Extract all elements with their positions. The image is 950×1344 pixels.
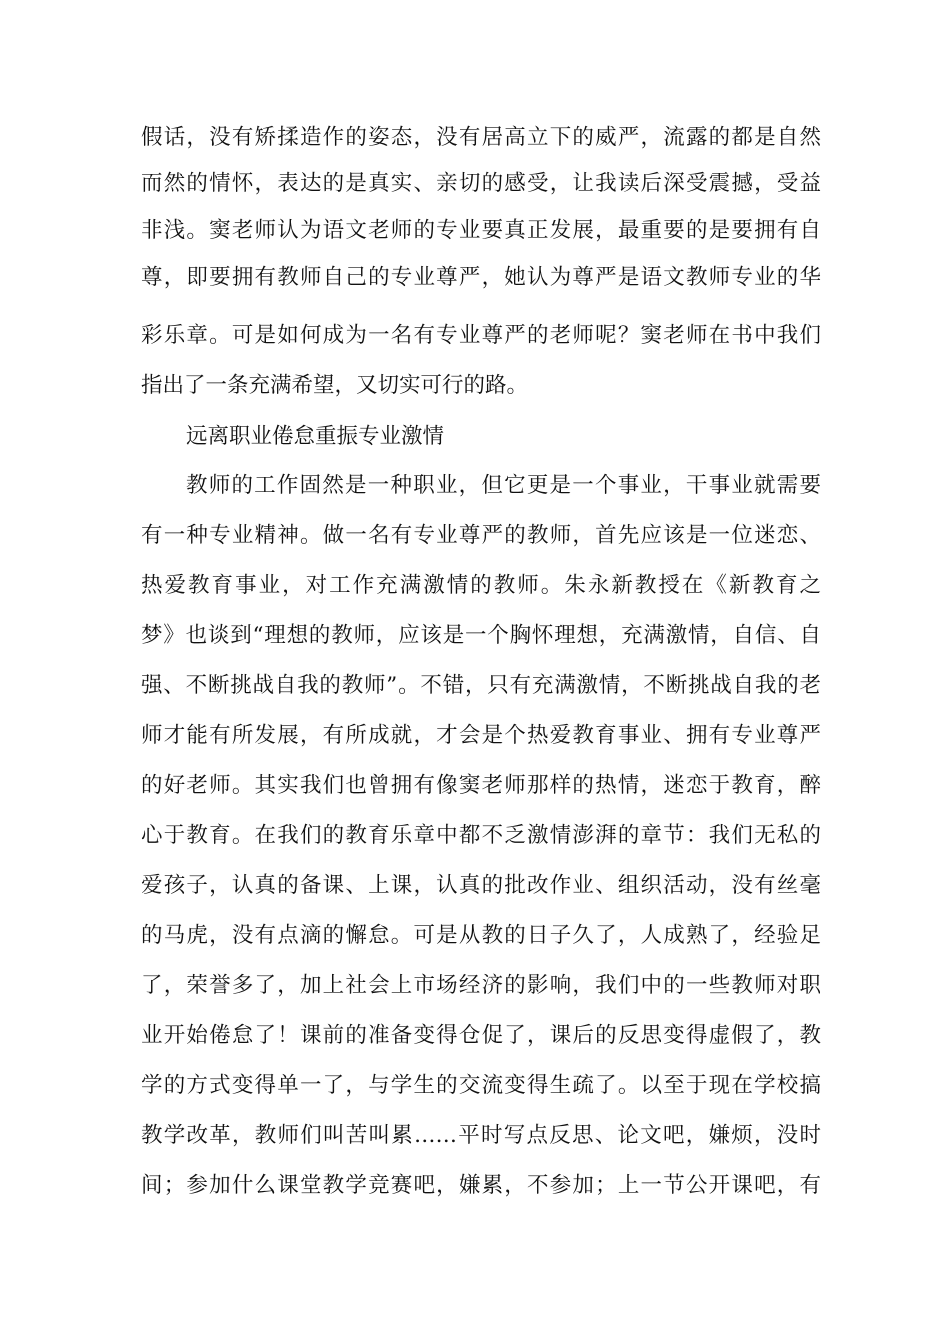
text-line: 而然的情怀，表达的是真实、亲切的感受，让我读后深受震撼，受益: [141, 171, 821, 196]
text-line: 心于教育。在我们的教育乐章中都不乏激情澎湃的章节：我们无私的: [141, 823, 821, 848]
text-line: 间；参加什么课堂教学竞赛吧，嫌累，不参加；上一节公开课吧，有: [141, 1173, 821, 1198]
text-line: 指出了一条充满希望，又切实可行的路。: [141, 373, 529, 398]
text-line: 的马虎，没有点滴的懈怠。可是从教的日子久了，人成熟了，经验足: [141, 923, 821, 948]
text-line: 教学改革，教师们叫苦叫累……平时写点反思、论文吧，嫌烦，没时: [141, 1123, 821, 1148]
text-line: 热爱教育事业，对工作充满激情的教师。朱永新教授在《新教育之: [141, 573, 821, 598]
text-line: 学的方式变得单一了，与学生的交流变得生疏了。以至于现在学校搞: [141, 1073, 821, 1098]
text-line: 业开始倦怠了！课前的准备变得仓促了，课后的反思变得虚假了，教: [141, 1023, 821, 1048]
text-line: 有一种专业精神。做一名有专业尊严的教师，首先应该是一位迷恋、: [141, 523, 821, 548]
text-line: 非浅。窦老师认为语文老师的专业要真正发展，最重要的是要拥有自: [141, 218, 821, 243]
text-line: 师才能有所发展，有所成就，才会是个热爱教育事业、拥有专业尊严: [141, 723, 821, 748]
text-line: 教师的工作固然是一种职业，但它更是一个事业，干事业就需要: [186, 473, 821, 498]
section-heading: 远离职业倦怠重振专业激情: [186, 424, 445, 449]
text-line: 假话，没有矫揉造作的姿态，没有居高立下的威严，流露的都是自然: [141, 125, 821, 150]
text-line: 梦》也谈到“理想的教师，应该是一个胸怀理想，充满激情，自信、自: [141, 623, 821, 648]
text-line: 彩乐章。可是如何成为一名有专业尊严的老师呢？窦老师在书中我们: [141, 323, 821, 348]
text-line: 了，荣誉多了，加上社会上市场经济的影响，我们中的一些教师对职: [141, 973, 821, 998]
text-line: 的好老师。其实我们也曾拥有像窦老师那样的热情，迷恋于教育，醉: [141, 773, 821, 798]
text-line: 爱孩子，认真的备课、上课，认真的批改作业、组织活动，没有丝毫: [141, 873, 821, 898]
text-line: 强、不断挑战自我的教师”。不错，只有充满激情，不断挑战自我的老: [141, 673, 821, 698]
text-line: 尊，即要拥有教师自己的专业尊严，她认为尊严是语文教师专业的华: [141, 265, 821, 290]
